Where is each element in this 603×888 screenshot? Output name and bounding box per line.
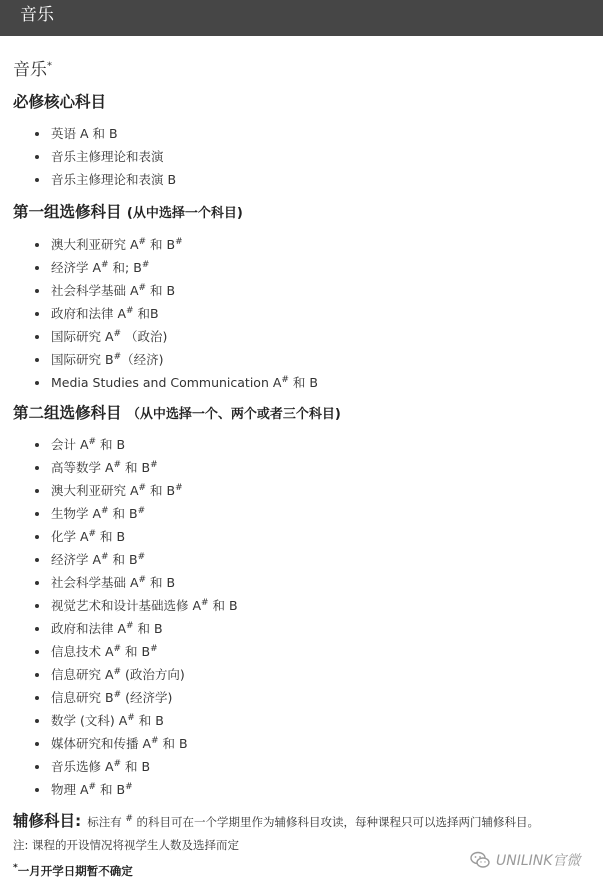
list-item xyxy=(0,433,238,456)
list-item xyxy=(0,502,238,525)
list-item-sup1: # xyxy=(126,620,134,631)
subject-name: 音乐 xyxy=(13,60,47,80)
group2-note: （从中选择一个、两个或者三个科目) xyxy=(126,407,341,422)
list-item-pre: 社会科学基础 A xyxy=(51,283,139,298)
list-item-mid: 和 B xyxy=(108,506,138,521)
list-item xyxy=(0,663,238,686)
list-item-sup1: # xyxy=(151,735,159,746)
list-item xyxy=(0,617,238,640)
list-item-pre: 高等数学 A xyxy=(51,460,114,475)
list-item-sup1: # xyxy=(113,328,122,339)
list-item-pre: 音乐选修 A xyxy=(51,759,114,774)
list-item-sup1: # xyxy=(113,689,122,700)
list-item-pre: 国际研究 A xyxy=(51,329,114,344)
watermark-text: UNILINK官微 xyxy=(496,853,581,869)
list-item xyxy=(0,732,238,755)
list-item-mid: 和 B xyxy=(108,552,138,567)
list-item xyxy=(0,709,238,732)
list-item-mid: 和 B xyxy=(146,283,176,298)
watermark xyxy=(470,848,580,872)
list-item-mid: 和 B xyxy=(121,644,151,659)
list-item: 英语 A 和 B xyxy=(0,122,176,145)
list-item-sup1: # xyxy=(138,574,147,585)
list-item xyxy=(0,233,318,256)
group2-list xyxy=(0,433,238,801)
list-item xyxy=(0,778,238,801)
core-subjects-heading: 必修核心科目 xyxy=(13,93,107,111)
list-item xyxy=(0,456,238,479)
list-item-sup1: # xyxy=(101,505,109,516)
list-item-sup1: # xyxy=(88,781,97,792)
list-item-mid: 和 B xyxy=(158,736,188,751)
list-item-sup2: # xyxy=(137,551,146,562)
list-item-mid: 和 B xyxy=(288,375,318,390)
subject-title xyxy=(13,58,52,82)
list-item-pre: 媒体研究和传播 A xyxy=(51,736,152,751)
list-item-pre: 化学 A xyxy=(51,529,89,544)
list-item-sup1: # xyxy=(101,551,109,562)
list-item-pre: 经济学 A xyxy=(51,260,102,275)
auxiliary-text-pre: 标注有 xyxy=(87,815,126,829)
core-subjects-list xyxy=(0,122,176,191)
list-item-mid: 和 B xyxy=(133,621,163,636)
list-item-sup1: # xyxy=(126,305,134,316)
list-item-mid: (经济学) xyxy=(121,690,173,705)
list-item-sup1: # xyxy=(113,351,122,362)
footnote-mark: * xyxy=(13,863,18,874)
list-item xyxy=(0,571,238,594)
auxiliary-mark: # xyxy=(125,814,133,825)
list-item-sup2: # xyxy=(150,643,158,654)
group1-list xyxy=(0,233,318,394)
header-title: 音乐 xyxy=(20,5,54,25)
list-item-sup2: # xyxy=(150,459,158,470)
list-item-pre: 信息技术 A xyxy=(51,644,114,659)
list-item-pre: 澳大利亚研究 A xyxy=(51,483,139,498)
list-item-pre: 社会科学基础 A xyxy=(51,575,139,590)
list-item-pre: 信息研究 B xyxy=(51,690,114,705)
list-item-mid: （经济) xyxy=(121,352,164,367)
group1-heading xyxy=(13,201,243,225)
list-item-sup1: # xyxy=(281,374,289,385)
list-item xyxy=(0,755,238,778)
list-item: 音乐主修理论和表演 B xyxy=(0,168,176,191)
list-item xyxy=(0,640,238,663)
list-item-pre: 视觉艺术和设计基础选修 A xyxy=(51,598,202,613)
list-item-pre: Media Studies and Communication A xyxy=(51,375,282,390)
list-item-sup1: # xyxy=(201,597,209,608)
list-item-sup2: # xyxy=(125,781,133,792)
list-item-sup2: # xyxy=(175,482,183,493)
list-item-pre: 经济学 A xyxy=(51,552,102,567)
list-item-mid: (政治方向) xyxy=(121,667,185,682)
auxiliary-note xyxy=(13,810,539,833)
list-item-pre: 澳大利亚研究 A xyxy=(51,237,139,252)
group1-note: (从中选择一个科目) xyxy=(126,206,243,221)
list-item-pre: 政府和法律 A xyxy=(51,621,127,636)
auxiliary-label: 辅修科目: xyxy=(13,812,82,830)
list-item xyxy=(0,256,318,279)
list-item-sup1: # xyxy=(138,482,147,493)
list-item-sup2: # xyxy=(141,259,150,270)
list-item-mid: 和 B xyxy=(134,713,164,728)
group2-title: 第二组选修科目 xyxy=(13,404,122,422)
list-item-mid: 和 B xyxy=(146,237,176,252)
wechat-icon xyxy=(470,851,490,869)
list-item-pre: 国际研究 B xyxy=(51,352,114,367)
list-item xyxy=(0,548,238,571)
list-item-sup1: # xyxy=(113,758,122,769)
group1-title: 第一组选修科目 xyxy=(13,203,122,221)
list-item-sup1: # xyxy=(101,259,109,270)
list-item-mid: 和B xyxy=(133,306,159,321)
list-item-mid: 和 B xyxy=(96,782,126,797)
list-item xyxy=(0,686,238,709)
list-item-mid: 和; B xyxy=(108,260,142,275)
list-item-sup1: # xyxy=(88,528,97,539)
auxiliary-text xyxy=(87,815,539,829)
group2-heading xyxy=(13,402,341,426)
list-item-mid: 和 B xyxy=(146,483,176,498)
footnote-enrollment: 注: 课程的开设情况将视学生人数及选择而定 xyxy=(13,838,240,852)
footnote-start-date-text: 一月开学日期暂不确定 xyxy=(17,864,133,878)
list-item-mid: 和 B xyxy=(146,575,176,590)
list-item-mid: 和 B xyxy=(208,598,238,613)
list-item-sup1: # xyxy=(113,459,122,470)
list-item xyxy=(0,371,318,394)
list-item-sup2: # xyxy=(175,236,183,247)
list-item: 音乐主修理论和表演 xyxy=(0,145,176,168)
list-item-sup1: # xyxy=(113,666,122,677)
list-item-sup1: # xyxy=(113,643,122,654)
top-header-bar xyxy=(0,0,603,36)
list-item-pre: 物理 A xyxy=(51,782,89,797)
list-item-pre: 数学 (文科) A xyxy=(51,713,128,728)
list-item-mid: 和 B xyxy=(96,529,126,544)
list-item xyxy=(0,594,238,617)
list-item-sup1: # xyxy=(138,236,147,247)
list-item-pre: 政府和法律 A xyxy=(51,306,127,321)
list-item xyxy=(0,525,238,548)
list-item-pre: 生物学 A xyxy=(51,506,102,521)
list-item xyxy=(0,279,318,302)
list-item-sup1: # xyxy=(88,436,97,447)
auxiliary-text-post: 的科目可在一个学期里作为辅修科目攻读，每种课程只可以选择两门辅修科目。 xyxy=(132,815,540,829)
list-item-mid: 和 B xyxy=(121,460,151,475)
list-item-pre: 会计 A xyxy=(51,437,89,452)
list-item xyxy=(0,325,318,348)
subject-mark: * xyxy=(47,60,52,72)
list-item-sup1: # xyxy=(127,712,135,723)
list-item-sup1: # xyxy=(138,282,147,293)
footnote-start-date xyxy=(13,862,133,880)
list-item xyxy=(0,302,318,325)
list-item-mid: 和 B xyxy=(121,759,151,774)
list-item xyxy=(0,348,318,371)
list-item-mid: 和 B xyxy=(96,437,126,452)
list-item-sup2: # xyxy=(137,505,146,516)
list-item xyxy=(0,479,238,502)
list-item-mid: （政治) xyxy=(121,329,168,344)
list-item-pre: 信息研究 A xyxy=(51,667,114,682)
